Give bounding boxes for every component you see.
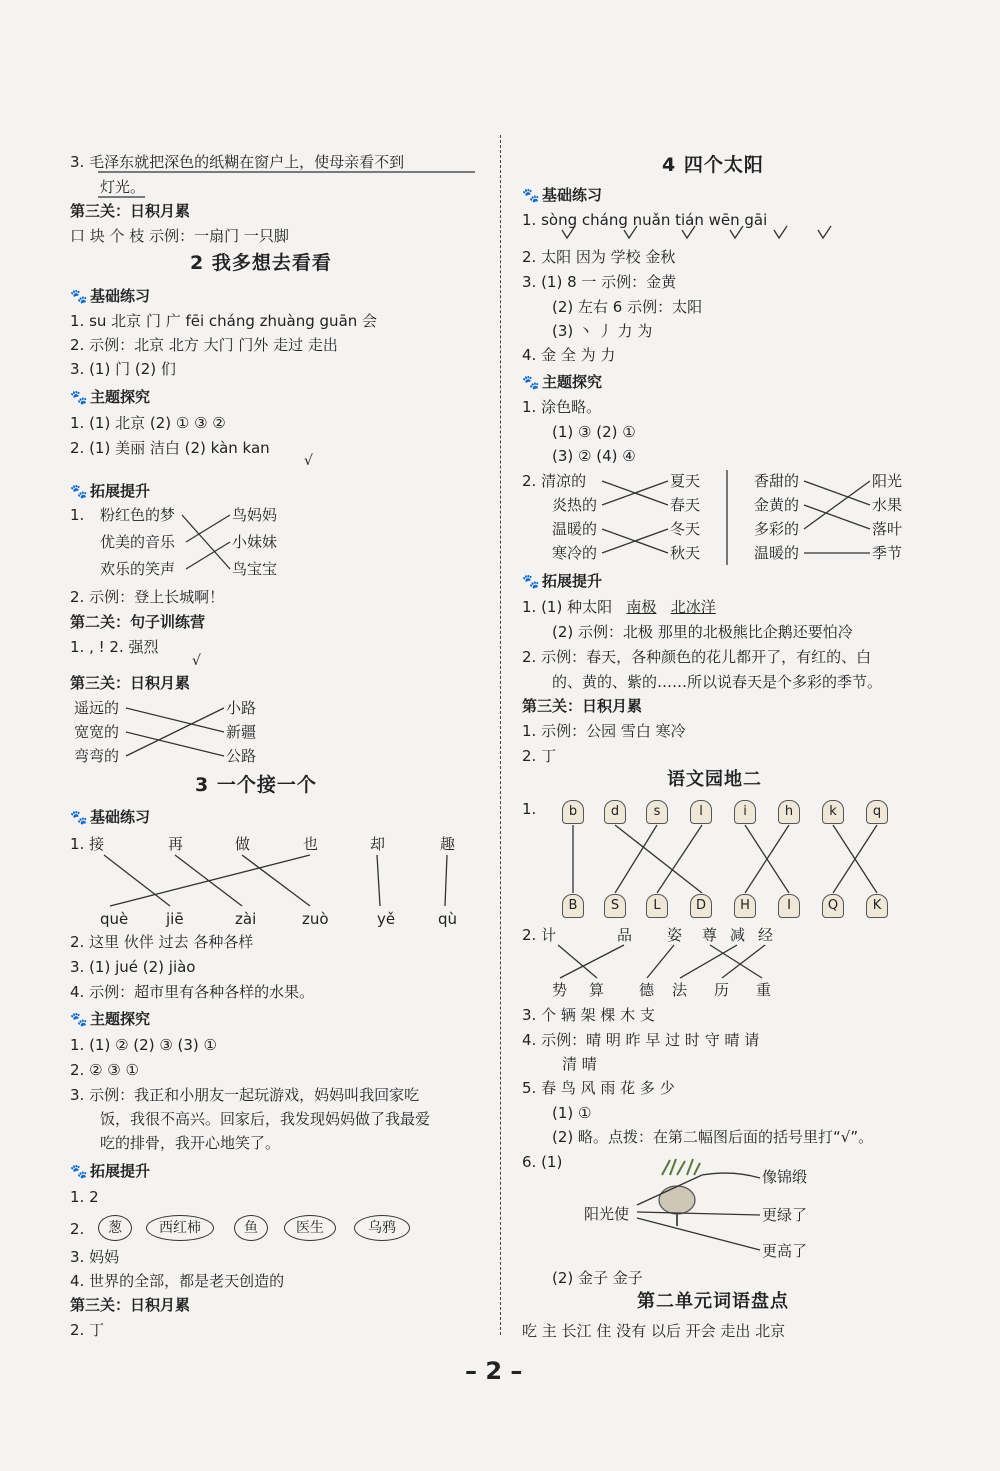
shell-letter: d bbox=[604, 800, 626, 824]
answer-line: 吃 主 长江 住 没有 以后 开会 走出 北京 bbox=[522, 1322, 786, 1340]
answer-line: 2. ② ③ ① bbox=[70, 1061, 139, 1079]
section-label: 第三关：日积月累 bbox=[522, 697, 643, 715]
section-label: 第二关：句子训练营 bbox=[70, 613, 206, 631]
question-number: 1. bbox=[522, 800, 537, 818]
paw-icon: 🐾 bbox=[522, 375, 540, 391]
match-left: 炎热的 bbox=[552, 496, 598, 514]
section-label: 第三关：日积月累 bbox=[70, 202, 191, 220]
section-heading: 🐾 主题探究 bbox=[70, 388, 151, 406]
section-heading: 🐾 基础练习 bbox=[522, 186, 603, 204]
answer-line: 3. 妈妈 bbox=[70, 1248, 120, 1266]
answer-line: 4. 示例：晴 明 昨 早 过 时 守 晴 请 bbox=[522, 1031, 760, 1049]
section-heading: 🐾 拓展提升 bbox=[70, 1162, 151, 1180]
match-bottom: zuò bbox=[302, 910, 329, 928]
shell-letter: D bbox=[690, 894, 712, 918]
match-right: 小路 bbox=[226, 699, 257, 717]
match-left: 2. 清凉的 bbox=[522, 472, 587, 490]
section-title: 语文园地二 bbox=[667, 769, 762, 790]
paw-icon: 🐾 bbox=[70, 390, 88, 406]
answer-line: 2. 太阳 因为 学校 金秋 bbox=[522, 248, 676, 266]
answer-line: (2) 略。点拨：在第二幅图后面的括号里打“√”。 bbox=[552, 1128, 874, 1146]
circled-word: 医生 bbox=[284, 1215, 336, 1241]
match-right: 小妹妹 bbox=[232, 533, 278, 551]
shell-letter: q bbox=[866, 800, 888, 824]
match-left: 金黄的 bbox=[754, 496, 800, 514]
answer-line: 6. (1) bbox=[522, 1153, 563, 1171]
match-right: 鸟宝宝 bbox=[232, 560, 278, 578]
match-left: 遥远的 bbox=[74, 699, 120, 717]
shell-letter: b bbox=[562, 800, 584, 824]
match-bottom: 历 bbox=[714, 981, 730, 999]
answer-line: 灯光。 bbox=[100, 178, 146, 196]
answer-line: 1. (1) 种太阳 南极 北冰洋 bbox=[522, 598, 716, 616]
shell-letter: S bbox=[604, 894, 626, 918]
answer-line: 1. , ! 2. 强烈 bbox=[70, 638, 159, 656]
answer-line: 2. 丁 bbox=[70, 1321, 105, 1339]
check-mark: √ bbox=[192, 653, 201, 669]
answer-line: 饭，我很不高兴。回家后，我发现妈妈做了我最爱 bbox=[100, 1110, 431, 1128]
section-heading: 🐾 主题探究 bbox=[70, 1010, 151, 1028]
section-label: 第三关：日积月累 bbox=[70, 674, 191, 692]
match-bottom: zài bbox=[235, 910, 257, 928]
answer-line: 1. (1) ② (2) ③ (3) ① bbox=[70, 1036, 218, 1054]
match-right: 秋天 bbox=[670, 544, 701, 562]
circled-word: 西红柿 bbox=[146, 1215, 214, 1241]
answer-line: 5. 春 鸟 风 雨 花 多 少 bbox=[522, 1079, 675, 1097]
match-top: 也 bbox=[303, 835, 319, 853]
match-left: 弯弯的 bbox=[74, 747, 120, 765]
shell-letter: s bbox=[646, 800, 668, 824]
match-top: 2. 计 bbox=[522, 926, 557, 944]
shell-letter: k bbox=[822, 800, 844, 824]
tree-illustration bbox=[522, 0, 932, 1300]
match-left: 温暖的 bbox=[754, 544, 800, 562]
answer-line: (3) ② (4) ④ bbox=[552, 447, 636, 465]
match-left: 欢乐的笑声 bbox=[100, 560, 176, 578]
shell-letter: i bbox=[734, 800, 756, 824]
tree-label: 更绿了 bbox=[762, 1206, 808, 1224]
match-top: 品 bbox=[617, 926, 633, 944]
answer-line: 清 晴 bbox=[562, 1055, 597, 1073]
match-bottom: 势 bbox=[552, 981, 568, 999]
answer-line: 3. 毛泽东就把深色的纸糊在窗户上，使母亲看不到 bbox=[70, 153, 405, 171]
section-heading: 🐾 基础练习 bbox=[70, 808, 151, 826]
answer-line: 2. (1) 美丽 洁白 (2) kàn kan bbox=[70, 439, 270, 457]
match-left: 粉红色的梦 bbox=[100, 506, 176, 524]
answer-line: 口 块 个 枝 示例：一扇门 一只脚 bbox=[70, 227, 289, 245]
match-right: 季节 bbox=[872, 544, 903, 562]
circled-word: 葱 bbox=[98, 1215, 132, 1241]
answer-line: 1. (1) 北京 (2) ① ③ ② bbox=[70, 414, 226, 432]
paw-icon: 🐾 bbox=[70, 810, 88, 826]
answer-line: 的、黄的、紫的……所以说春天是个多彩的季节。 bbox=[552, 673, 883, 691]
answer-line: 2. 示例：登上长城啊！ bbox=[70, 588, 225, 606]
paw-icon: 🐾 bbox=[522, 574, 540, 590]
answer-line: 3. (1) 8 一 示例：金黄 bbox=[522, 273, 677, 291]
answer-line: (3) 丶 丿 力 为 bbox=[552, 322, 653, 340]
tree-label: 阳光使 bbox=[584, 1205, 630, 1223]
answer-line: 吃的排骨，我开心地笑了。 bbox=[100, 1134, 281, 1152]
shell-letter: l bbox=[690, 800, 712, 824]
lesson-title: 4 四个太阳 bbox=[662, 154, 764, 176]
answer-line: 2. 示例：北京 北方 大门 门外 走过 走出 bbox=[70, 336, 338, 354]
match-right: 鸟妈妈 bbox=[232, 506, 278, 524]
match-bottom: 重 bbox=[756, 981, 772, 999]
question-number: 1. bbox=[70, 506, 85, 524]
shell-letter: Q bbox=[822, 894, 844, 918]
match-top: 做 bbox=[235, 835, 251, 853]
answer-line: 3. 示例：我正和小朋友一起玩游戏，妈妈叫我回家吃 bbox=[70, 1086, 420, 1104]
paw-icon: 🐾 bbox=[70, 484, 88, 500]
match-left: 多彩的 bbox=[754, 520, 800, 538]
answer-line: 1. su 北京 门 广 fēi cháng zhuàng guān 会 bbox=[70, 312, 378, 330]
match-top: 姿 bbox=[667, 926, 683, 944]
shell-letter: H bbox=[734, 894, 756, 918]
match-top: 减 bbox=[730, 926, 746, 944]
match-bottom: què bbox=[100, 910, 129, 928]
answer-line: 1. sòng cháng nuǎn tián wēn gāi bbox=[522, 211, 768, 229]
section-heading: 🐾 基础练习 bbox=[70, 287, 151, 305]
answer-line: 3. (1) jué (2) jiào bbox=[70, 958, 196, 976]
answer-line: 4. 世界的全部，都是老天创造的 bbox=[70, 1272, 285, 1290]
match-right: 落叶 bbox=[872, 520, 903, 538]
match-right: 夏天 bbox=[670, 472, 701, 490]
section-heading: 🐾 拓展提升 bbox=[70, 482, 151, 500]
match-top: 却 bbox=[370, 835, 386, 853]
match-right: 阳光 bbox=[872, 472, 903, 490]
shell-letter: I bbox=[778, 894, 800, 918]
answer-line: (2) 左右 6 示例：太阳 bbox=[552, 298, 703, 316]
match-bottom: 算 bbox=[589, 981, 605, 999]
match-right: 公路 bbox=[226, 747, 257, 765]
check-mark: √ bbox=[304, 453, 313, 469]
section-heading: 🐾 拓展提升 bbox=[522, 572, 603, 590]
lesson-title: 3 一个接一个 bbox=[195, 774, 317, 796]
shell-letter: B bbox=[562, 894, 584, 918]
circled-word: 鱼 bbox=[234, 1215, 268, 1241]
page-number: – 2 – bbox=[465, 1357, 523, 1385]
match-bottom: qù bbox=[438, 910, 458, 928]
paw-icon: 🐾 bbox=[70, 1164, 88, 1180]
shell-letter: L bbox=[646, 894, 668, 918]
paw-icon: 🐾 bbox=[522, 188, 540, 204]
match-top: 经 bbox=[758, 926, 774, 944]
match-right: 冬天 bbox=[670, 520, 701, 538]
answer-line: 1. 2 bbox=[70, 1188, 99, 1206]
paw-icon: 🐾 bbox=[70, 289, 88, 305]
answer-line: 2. 示例：春天，各种颜色的花儿都开了，有红的、白 bbox=[522, 648, 872, 666]
match-top: 趣 bbox=[440, 835, 456, 853]
match-left: 寒冷的 bbox=[552, 544, 598, 562]
answer-line: 2. 丁 bbox=[522, 747, 557, 765]
answer-line: (1) ③ (2) ① bbox=[552, 423, 636, 441]
answer-line: 3. (1) 门 (2) 们 bbox=[70, 360, 176, 378]
answer-line: (2) 示例：北极 那里的北极熊比企鹅还要怕冷 bbox=[552, 623, 853, 641]
match-left: 温暖的 bbox=[552, 520, 598, 538]
circled-word: 乌鸦 bbox=[354, 1215, 410, 1241]
match-right: 新疆 bbox=[226, 723, 257, 741]
match-left: 优美的音乐 bbox=[100, 533, 176, 551]
paw-icon: 🐾 bbox=[70, 1012, 88, 1028]
section-label: 第三关：日积月累 bbox=[70, 1296, 191, 1314]
shell-letter: K bbox=[866, 894, 888, 918]
lesson-title: 2 我多想去看看 bbox=[190, 252, 332, 274]
match-right: 春天 bbox=[670, 496, 701, 514]
match-top: 尊 bbox=[702, 926, 718, 944]
match-bottom: jiē bbox=[166, 910, 184, 928]
match-left: 宽宽的 bbox=[74, 723, 120, 741]
shell-letter: h bbox=[778, 800, 800, 824]
match-right: 水果 bbox=[872, 496, 903, 514]
answer-line: 4. 金 全 为 力 bbox=[522, 346, 616, 364]
answer-line: (2) 金子 金子 bbox=[552, 1269, 643, 1287]
answer-line: 1. 涂色略。 bbox=[522, 398, 602, 416]
answer-line: 2. 这里 伙伴 过去 各种各样 bbox=[70, 933, 254, 951]
question-number: 2. bbox=[70, 1220, 85, 1238]
section-title: 第二单元词语盘点 bbox=[637, 1291, 789, 1312]
match-lines bbox=[70, 0, 480, 920]
match-top: 1. 接 bbox=[70, 835, 105, 853]
match-left: 香甜的 bbox=[754, 472, 800, 490]
match-bottom: 德 bbox=[639, 981, 655, 999]
tree-label: 更高了 bbox=[762, 1242, 808, 1260]
answer-line: (1) ① bbox=[552, 1104, 592, 1122]
column-divider bbox=[500, 135, 501, 1335]
answer-line: 3. 个 辆 架 棵 木 支 bbox=[522, 1006, 655, 1024]
tree-label: 像锦缎 bbox=[762, 1168, 808, 1186]
match-bottom: yě bbox=[377, 910, 396, 928]
answer-line: 4. 示例：超市里有各种各样的水果。 bbox=[70, 983, 315, 1001]
section-heading: 🐾 主题探究 bbox=[522, 373, 603, 391]
match-top: 再 bbox=[168, 835, 184, 853]
match-bottom: 法 bbox=[672, 981, 688, 999]
answer-line: 1. 示例：公园 雪白 寒冷 bbox=[522, 722, 686, 740]
